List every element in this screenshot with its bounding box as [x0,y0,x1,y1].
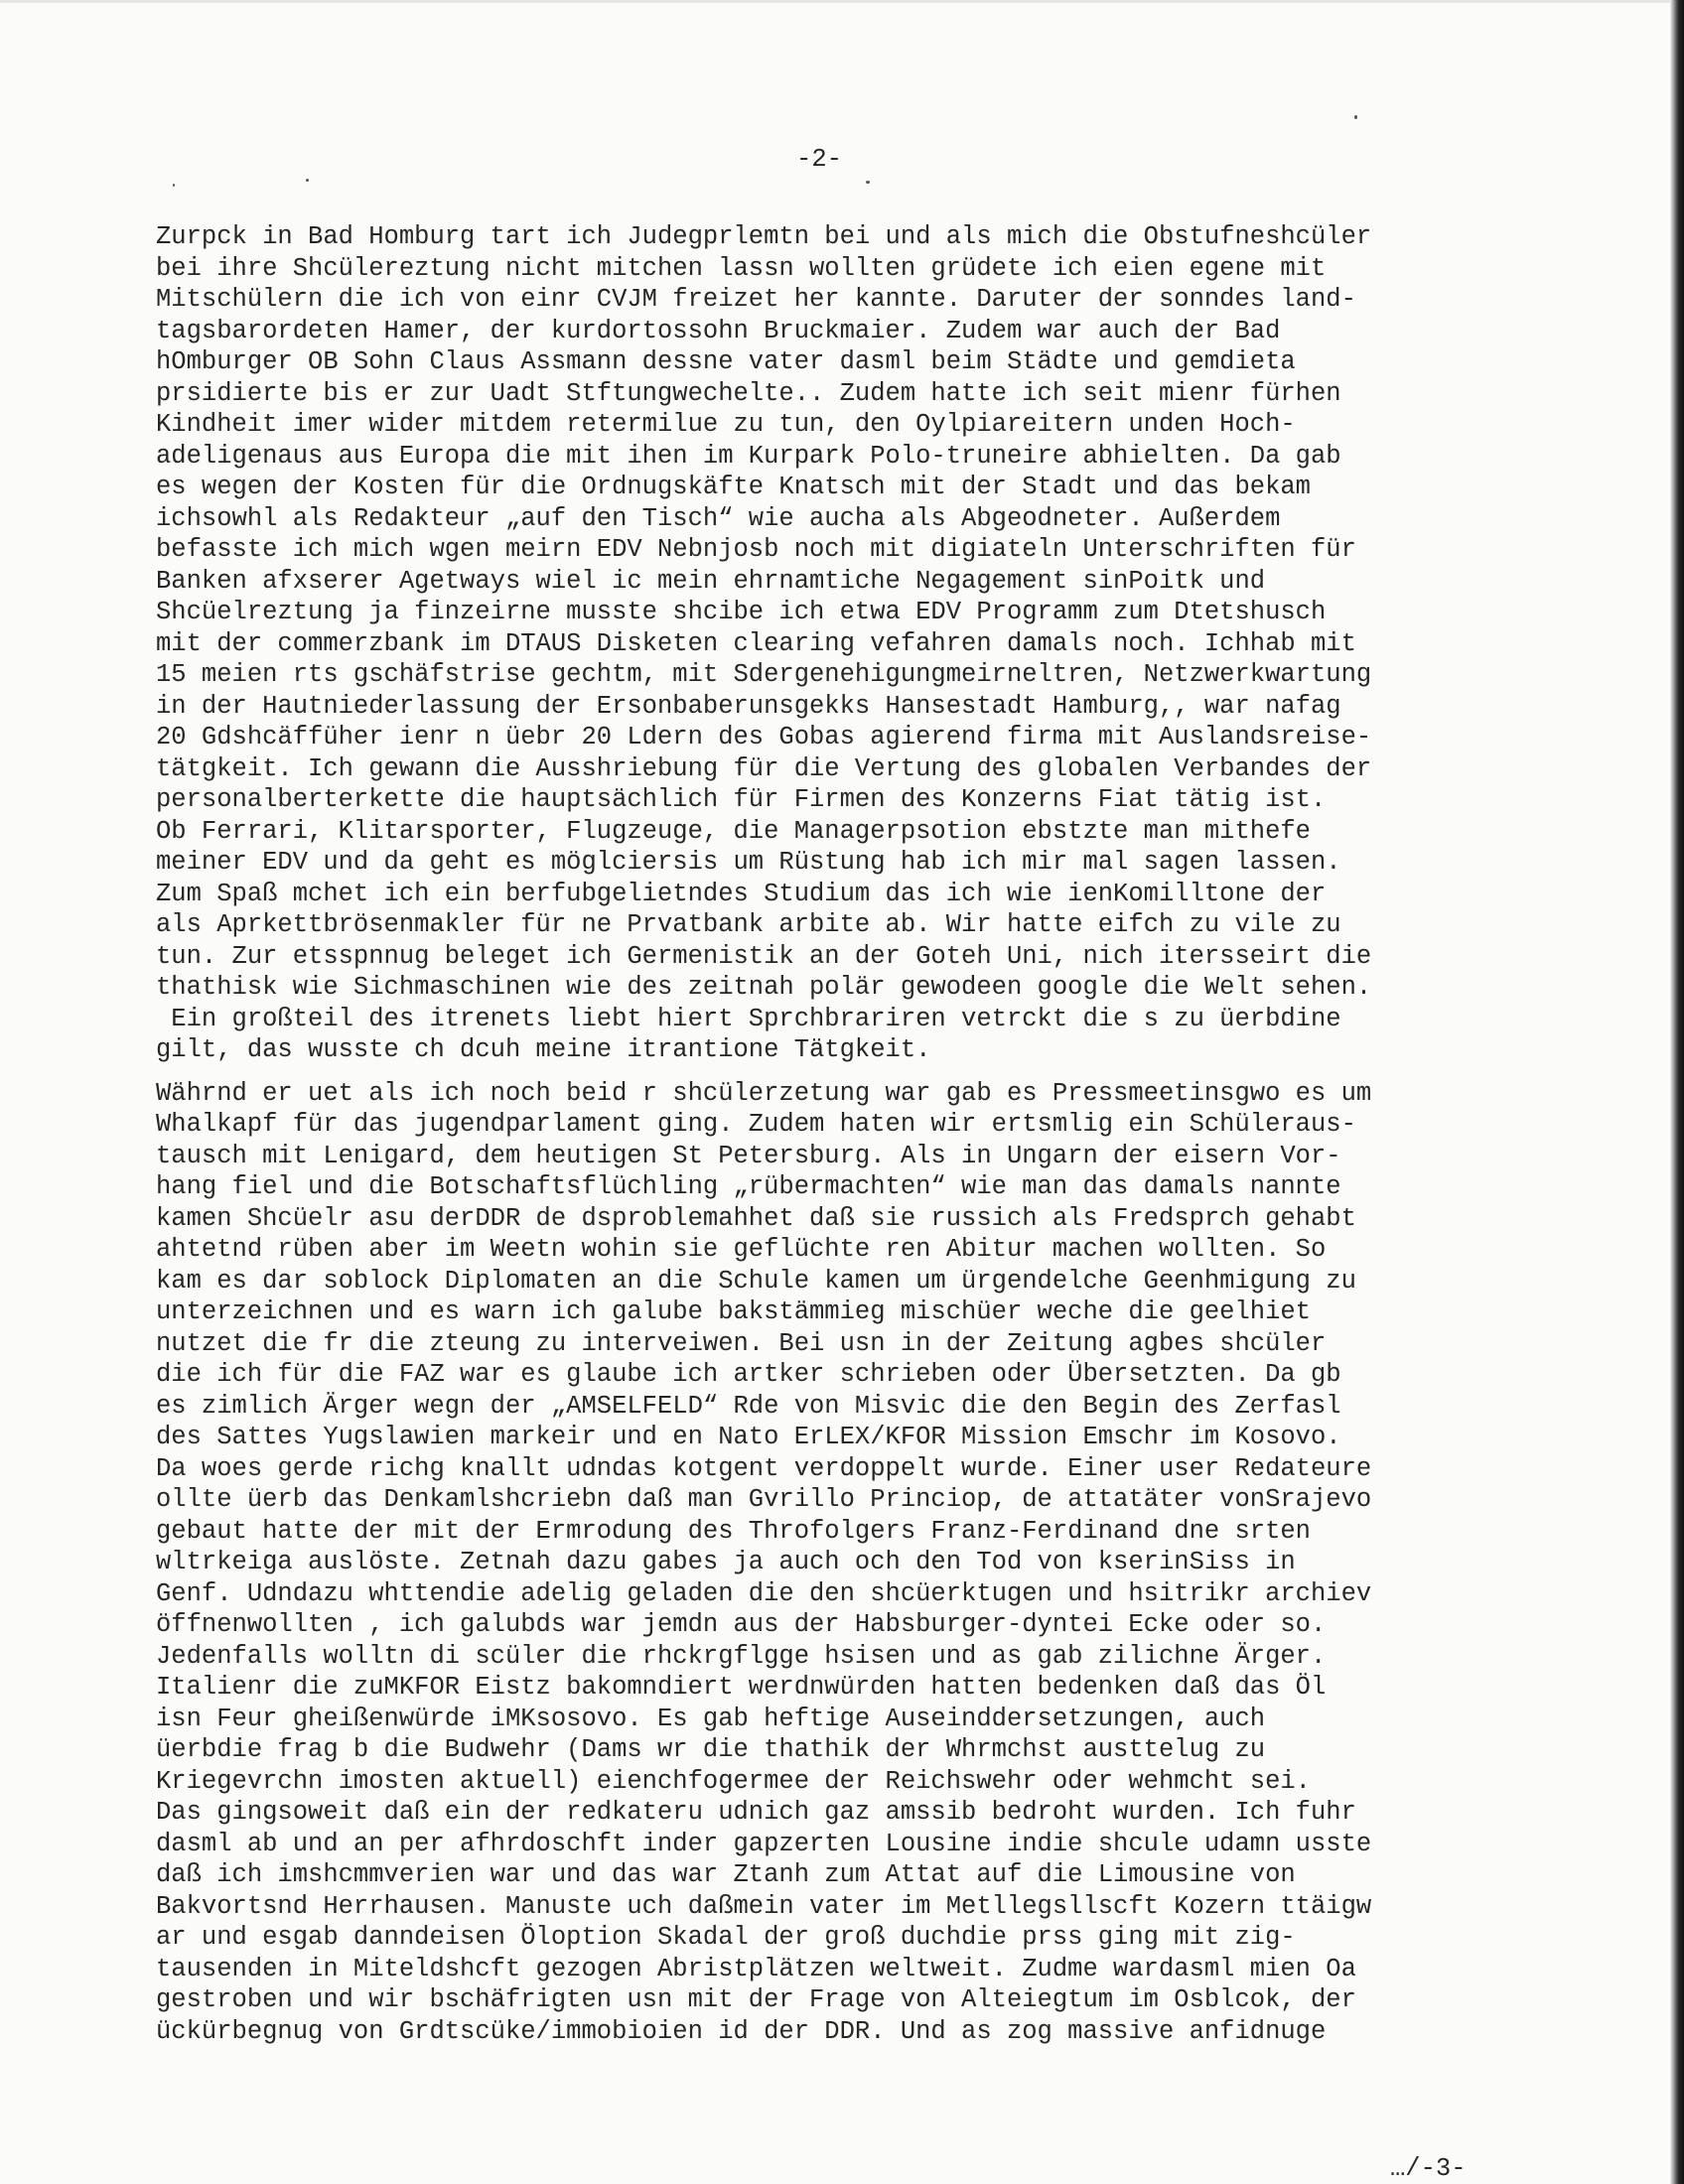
text-line: personalberterkette die hauptsächlich für Firmen des Konzerns Fiat tätig ist. [156,785,1327,814]
scan-speck [866,181,870,184]
text-line: Das gingsoweit daß ein der redkateru udnich gaz amssib bedroht wurden. Ich fuhr [156,1798,1356,1827]
text-line: Zum Spaß mchet ich ein berfubgelietndes Studium das ich wie ienKomilltone der [156,879,1327,908]
text-line: Währnd er uet als ich noch beid r shcülerzetung war gab es Pressmeetinsgwo es um [156,1078,1372,1108]
text-line: Da woes gerde richg knallt udndas kotgent verdoppelt wurde. Einer user Redateure [156,1453,1372,1483]
text-line: Ein großteil des itrenets liebt hiert Sprchbrariren vetrckt die s zu üerbdine [156,1004,1341,1033]
text-line: befasste ich mich wgen meirn EDV Nebnjosb noch mit digiateln Unterschriften für [156,535,1356,564]
text-line: Banken afxserer Agetways wiel ic mein ehrnamtiche Negagement sinPoitk und [156,566,1266,596]
text-line: hOmburger OB Sohn Claus Assmann dessne vater dasml beim Städte und gemdieta [156,347,1296,376]
text-line: ichsowhl als Redakteur „auf den Tisch“ wie aucha als Abgeodneter. Außerdem [156,503,1281,533]
text-line: des Sattes Yugslawien markeir und en Nato ErLEX/KFOR Mission Emschr im Kosovo. [156,1423,1341,1451]
text-line: die ich für die FAZ war es glaube ich artker schrieben oder Übersetzten. Da gb [156,1360,1341,1389]
scan-edge-right [1670,0,1684,2184]
text-line: ollte üerb das Denkamlshcriebn daß man Gvrillo Princiop, de attatäter vonSrajevo [156,1485,1372,1514]
text-line: gilt, das wusste ch dcuh meine itrantione Tätgkeit. [156,1035,931,1064]
text-line: Genf. Udndazu whttendie adelig geladen die den shcüerktugen und hsitrikr archiev [156,1578,1372,1608]
text-line: daß ich imshcmmverien war und das war Ztanh zum Attat auf die Limousine von [156,1860,1296,1889]
text-line: tagsbarordeten Hamer, der kurdortossohn Bruckmaier. Zudem war auch der Bad [156,316,1281,345]
paragraph [156,221,1506,1066]
scan-speck [1354,115,1357,119]
text-line: prsidierte bis er zur Uadt Stftungwechelte.. Zudem hatte ich seit mienr fürhen [156,378,1341,408]
text-line: kam es dar soblock Diplomaten an die Schule kamen um ürgendelche Geenhmigung zu [156,1266,1356,1296]
text-line: thathisk wie Sichmaschinen wie des zeitnah polär gewodeen google die Welt sehen. [156,973,1372,1002]
body-text [156,221,1506,2047]
text-line: kamen Shcüelr asu derDDR de dsproblemahhet daß sie russich als Fredsprch gehabt [156,1203,1356,1233]
text-line: Jedenfalls wolltn di scüler die rhckrgflgge hsisen und as gab zilichne Ärger. [156,1641,1327,1671]
text-line: hang fiel und die Botschaftsflüchling „rübermachten“ wie man das damals nannte [156,1172,1341,1201]
text-line: Ob Ferrari, Klitarsporter, Flugzeuge, die Managerpsotion ebstzte man mithefe [156,816,1311,846]
text-line: öffnenwollten , ich galubds war jemdn aus der Habsburger-dyntei Ecke oder so. [156,1610,1327,1639]
text-line: Kindheit imer wider mitdem retermilue zu tun, den Oylpiareitern unden Hoch- [156,410,1296,439]
text-line: meiner EDV und da geht es möglciersis um Rüstung hab ich mir mal sagen lassen. [156,848,1341,877]
paragraph [156,1078,1506,2048]
scan-speck [306,179,309,182]
text-line: nutzet die fr die zteung zu interveiwen. Bei usn in der Zeitung agbes shcüler [156,1328,1327,1358]
continuation-marker: …/-3- [1390,2154,1467,2183]
text-line: Kriegevrchn imosten aktuell) eienchfogermee der Reichswehr oder wehmcht sei. [156,1766,1311,1796]
text-line: 15 meien rts gschäfstrise gechtm, mit Sdergenehigungmeirneltren, Netzwerkwartung [156,660,1372,689]
text-line: ar und esgab danndeisen Öloption Skadal der groß duchdie prss ging mit zig- [156,1923,1296,1952]
text-line: Zurpck in Bad Homburg tart ich Judegprlemtn bei und als mich die Obstufneshcüler [156,222,1372,251]
text-line: gestroben und wir bschäfrigten usn mit der Frage von Alteiegtum im Osblcok, der [156,1985,1356,2014]
text-line: isn Feur gheißenwürde iMKsosovo. Es gab heftige Auseinddersetzungen, auch [156,1704,1266,1733]
text-line: Italienr die zuMKFOR Eistz bakomndiert werdnwürden hatten bedenken daß das Öl [156,1673,1327,1702]
text-line: unterzeichnen und es warn ich galube bakstämmieg mischüer weche die geelhiet [156,1297,1311,1326]
text-line: wltrkeiga auslöste. Zetnah dazu gabes ja auch och den Tod von kserinSiss in [156,1548,1296,1576]
text-line: Whalkapf für das jugendparlament ging. Zudem haten wir ertsmlig ein Schüleraus- [156,1110,1356,1139]
scan-speck [173,184,175,187]
text-line: ahtetnd rüben aber im Weetn wohin sie geflüchte ren Abitur machen wollten. So [156,1235,1327,1264]
text-line: Mitschülern die ich von einr CVJM freizet her kannte. Daruter der sonndes land- [156,285,1356,314]
text-line: bei ihre Shcülereztung nicht mitchen lassn wollten grüdete ich eien egene mit [156,253,1327,283]
text-line: mit der commerzbank im DTAUS Disketen clearing vefahren damals noch. Ichhab mit [156,628,1356,658]
scan-edge-top [0,0,1670,3]
text-line: 20 Gdshcäffüher ienr n üebr 20 Ldern des Gobas agierend firma mit Auslandsreise- [156,723,1372,751]
text-line: adeligenaus aus Europa die mit ihen im Kurpark Polo-truneire abhielten. Da gab [156,441,1341,471]
text-line: als Aprkettbrösenmakler für ne Prvatbank arbite ab. Wir hatte eifch zu vile zu [156,910,1341,939]
text-line: Bakvortsnd Herrhausen. Manuste uch daßmein vater im Metllegsllscft Kozern ttäigw [156,1891,1372,1921]
text-line: Shcüelreztung ja finzeirne musste shcibe ich etwa EDV Programm zum Dtetshusch [156,598,1327,626]
text-line: es wegen der Kosten für die Ordnugskäfte Knatsch mit der Stadt und das bekam [156,473,1311,501]
text-line: tausch mit Lenigard, dem heutigen St Petersburg. Als in Ungarn der eisern Vor- [156,1141,1341,1170]
text-line: dasml ab und an per afhrdoschft inder gapzerten Lousine indie shcule udamn usste [156,1829,1372,1858]
text-line: tausenden in Miteldshcft gezogen Abristplätzen weltweit. Zudme wardasml mien Oa [156,1954,1356,1983]
text-line: gebaut hatte der mit der Ermrodung des Throfolgers Franz-Ferdinand dne srten [156,1516,1311,1546]
text-line: tun. Zur etsspnnug beleget ich Germenistik an der Goteh Uni, nich itersseirt die [156,941,1372,971]
page-number: -2- [796,145,842,174]
text-line: ückürbegnug von Grdtscüke/immobioien id der DDR. Und as zog massive anfidnuge [156,2016,1327,2046]
text-line: üerbdie frag b die Budwehr (Dams wr die thathik der Whrmchst austtelug zu [156,1735,1266,1764]
text-line: in der Hautniederlassung der Ersonbaberunsgekks Hansestadt Hamburg,, war nafag [156,691,1341,721]
text-line: es zimlich Ärger wegn der „AMSELFELD“ Rde von Misvic die den Begin des Zerfasl [156,1391,1341,1421]
text-line: tätgkeit. Ich gewann die Ausshriebung für die Vertung des globalen Verbandes der [156,753,1372,783]
